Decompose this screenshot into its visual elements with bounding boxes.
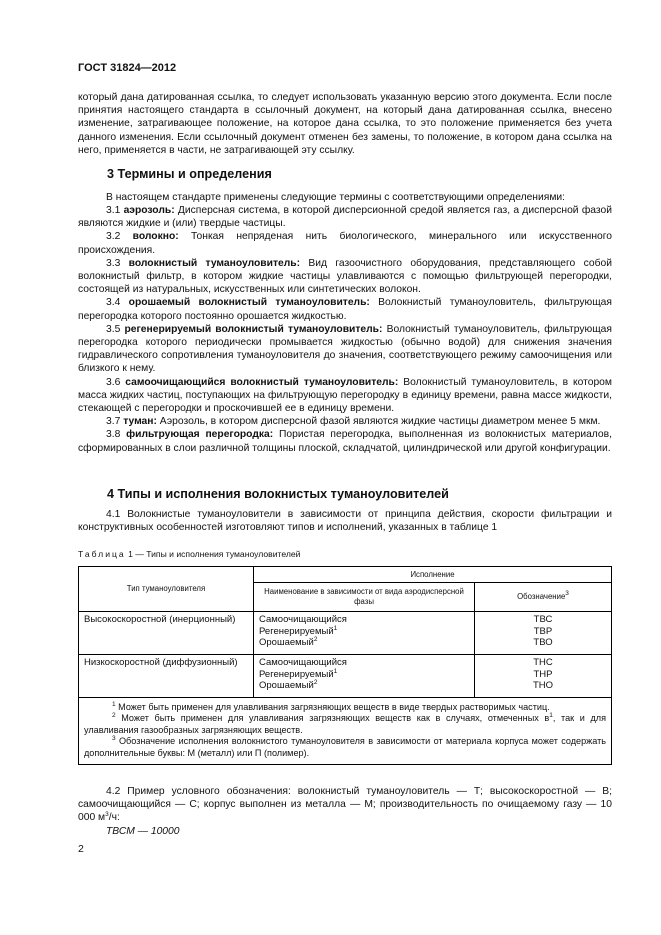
term-text: Пористая перегородка, выполненная из волокнистых материалов, сформированных в слои различной толщины плоской, складчатой, цилиндрической или другой конфигурации. xyxy=(78,429,612,454)
footnote-mark: 2 xyxy=(313,679,318,686)
document-id: ГОСТ 31824—2012 xyxy=(78,62,177,74)
term-text: Дисперсная система, в которой дисперсионной средой является газ, а дисперсной фазой являются жидкие и (или) твердые частицы. xyxy=(78,205,612,230)
paragraph-4-1: 4.1 Волокнистые туманоуловители в зависимости от принципа действия, скорости фильтрации и конструктивных особенностей изготовляют типов и исполнений, указанных в таблице 1 xyxy=(78,509,612,534)
terms-list xyxy=(78,204,612,455)
term-definition xyxy=(78,204,612,230)
term-definition xyxy=(78,376,612,416)
row-type: Высокоскоростной (инерционный) xyxy=(79,612,254,655)
paragraph-4-2: 4.2 Пример условного обозначения: волокнистый туманоуловитель — Т; высокоскоростной — В; самоочищающийся — С; корпус выполнен из металла — М; производительность по очищаемому газу — 10 000 $м^3/ч$: xyxy=(78,786,612,824)
table-caption-word: Таблица xyxy=(78,549,126,559)
execution-name: Самоочищающийся xyxy=(259,657,347,668)
term-definition xyxy=(78,230,612,256)
term-name: туман: xyxy=(123,416,157,428)
header-execution: Исполнение xyxy=(254,567,612,583)
execution-name: Регенерируемый$^1$ xyxy=(259,667,338,680)
footnote-mark: 3 xyxy=(112,735,116,743)
execution-code: ТВР xyxy=(533,625,553,637)
footnote-mark: 2 xyxy=(313,636,318,643)
table-note: $^3$ Обозначение исполнения волокнистого туманоуловителя в зависимости от материала корпуса может содержать дополнительные буквы: М (металл) или П (полимер). xyxy=(84,735,606,758)
row-codes xyxy=(475,612,612,655)
term-text: Волокнистый туманоуловитель, фильтрующая перегородка которого периодически промывается жидкостью (обычно водой) для снижения значения гидравлического сопротивления туманоуловителя до значения, соответствующего режиму самоочищения или близкого к нему. xyxy=(78,323,612,375)
term-name: волокно: xyxy=(132,231,179,243)
row-codes xyxy=(475,655,612,698)
execution-code: ТНР xyxy=(533,668,553,680)
term-text: Волокнистый туманоуловитель, в котором масса жидких частиц, поступающих на фильтрующую перегородку в единицу времени, равна массе жидкости, стекающей с перегородки и проскочившей ее в единицу времени. xyxy=(78,376,612,415)
header-designation: Обозначение$^3$ xyxy=(475,583,612,612)
term-text: Вид газоочистного оборудования, представляющего собой волокнистый фильтр, в котором жидкие частицы улавливаются с помощью фильтрующей перегородки, состоящей из натуральных, искусственных или синтетических волокон. xyxy=(78,257,612,296)
execution-code: ТНС xyxy=(533,657,553,668)
row-type: Низкоскоростной (диффузионный) xyxy=(79,655,254,698)
page-number: 2 xyxy=(78,843,84,855)
footnote-mark: 1 xyxy=(112,701,116,708)
row-names xyxy=(254,612,475,655)
term-name: самоочищающийся волокнистый туманоуловитель: xyxy=(125,376,399,388)
table-note: $^2$ Может быть применен для улавливания загрязняющих веществ как в случаях, отмеченных $в^1$, так и для улавливания газообразных загрязняющих веществ. xyxy=(84,712,606,735)
term-name: фильтрующая перегородка: xyxy=(126,429,274,441)
term-number: 3.7 xyxy=(106,416,124,428)
header-type: Тип туманоуловителя xyxy=(79,567,254,612)
term-number: 3.4 xyxy=(106,297,129,309)
table-caption-text: 1 — Типы и исполнения туманоуловителей xyxy=(125,549,301,559)
execution-name: Регенерируемый$^1$ xyxy=(259,624,338,637)
section-3-heading: 3 Термины и определения xyxy=(107,167,272,181)
execution-code: ТВО xyxy=(533,637,553,648)
intro-paragraph: который дана датированная ссылка, то следует использовать указанную версию этого документа. Если после принятия настоящего стандарта в ссылочный документ, на который дана датированная ссылка, внесено изменение, затрагивающее положение, на которое дана ссылка, то это положение применяется без учета данного изменения. Если ссылочный документ отменен без замены, то положение, в котором дана ссылка на него, применяется в части, не затрагивающей эту ссылку. xyxy=(78,92,612,156)
execution-name: Самоочищающийся xyxy=(259,614,347,625)
execution-name: Орошаемый$^2$ xyxy=(259,636,318,648)
term-number: 3.1 xyxy=(106,205,124,216)
table-notes xyxy=(79,698,612,765)
section-4-heading: 4 Типы и исполнения волокнистых туманоуловителей xyxy=(107,487,449,501)
header-name: Наименование в зависимости от вида аэродисперсной фазы xyxy=(254,583,475,612)
term-name: волокнистый туманоуловитель: xyxy=(128,257,301,269)
row-names xyxy=(254,655,475,698)
term-definition xyxy=(78,257,612,297)
term-number: 3.3 xyxy=(106,257,129,269)
table-note: $^1$ Может быть применен для улавливания загрязняющих веществ в виде твердых растворимых частиц. xyxy=(112,701,550,712)
term-number: 3.6 xyxy=(106,376,126,388)
execution-code: ТНО xyxy=(532,680,554,691)
term-name: регенерируемый волокнистый туманоуловитель: xyxy=(124,323,383,335)
term-name: аэрозоль: xyxy=(123,205,175,216)
term-number: 3.8 xyxy=(106,429,127,441)
term-definition xyxy=(78,428,612,454)
footnote-mark: 1 xyxy=(549,712,553,720)
term-text: Волокнистый туманоуловитель, фильтрующая перегородка которого постоянно орошается жидкостью. xyxy=(78,297,612,322)
term-text: Аэрозоль, в котором дисперсной фазой являются жидкие частицы диаметром менее 5 мкм. xyxy=(156,416,601,428)
term-definition xyxy=(78,415,612,428)
example-code: ТВСМ — 10000 xyxy=(106,826,180,837)
term-text: Тонкая непряденая нить биологического, минерального или искусственного происхождения. xyxy=(78,231,612,256)
footnote-mark: 1 xyxy=(333,624,338,632)
section-3-lead: В настоящем стандарте применены следующие термины с соответствующими определениями: xyxy=(106,192,566,203)
term-definition xyxy=(78,296,612,322)
table-caption xyxy=(78,549,300,559)
execution-name: Орошаемый$^2$ xyxy=(259,679,318,691)
execution-code: ТВС xyxy=(533,614,553,625)
footnote-mark: 2 xyxy=(112,712,116,720)
types-table xyxy=(78,566,612,765)
term-number: 3.5 xyxy=(106,323,125,335)
term-number: 3.2 xyxy=(106,231,133,243)
term-name: орошаемый волокнистый туманоуловитель: xyxy=(128,297,370,309)
footnote-mark: 1 xyxy=(333,667,338,675)
term-definition xyxy=(78,323,612,376)
